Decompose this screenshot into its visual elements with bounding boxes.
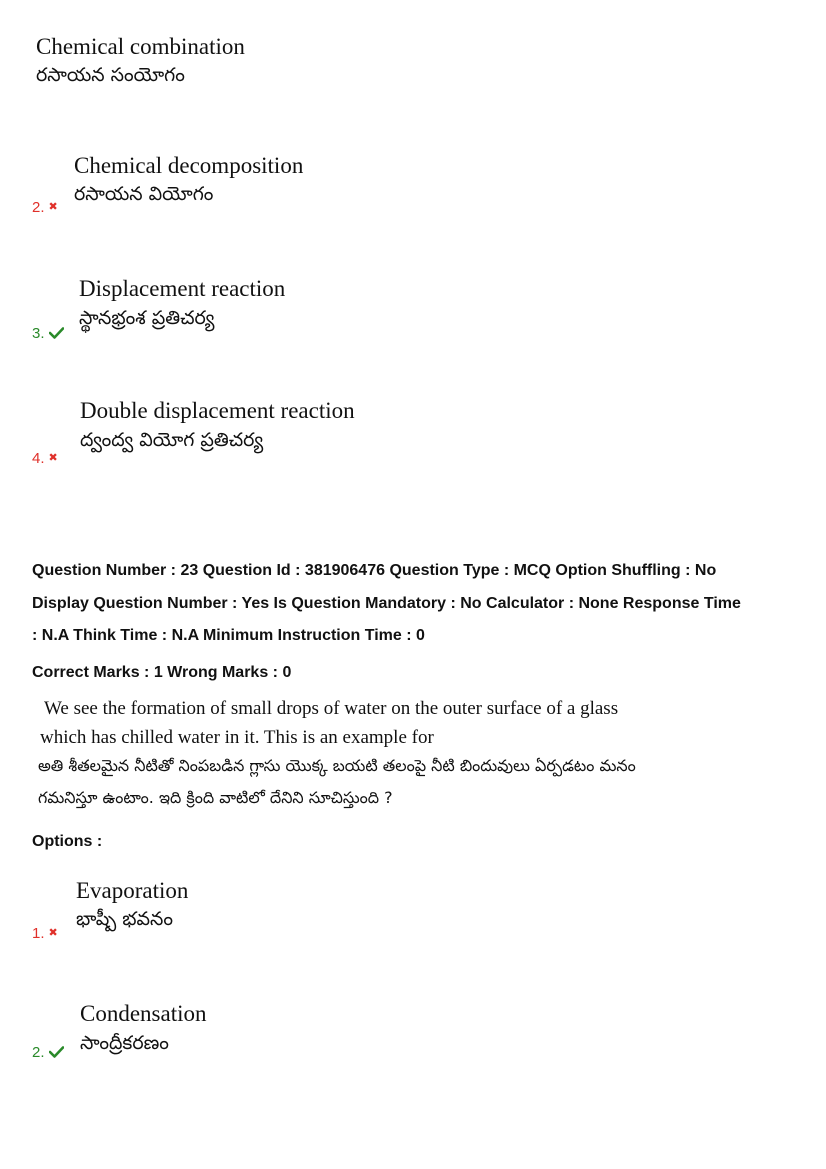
option-number: 2. — [32, 1044, 64, 1062]
cross-icon: ✖ — [48, 927, 58, 939]
option-text-te: ద్వంద్వ వియోగ ప్రతిచర్య — [80, 429, 264, 451]
option-text-te: రసాయన వియోగం — [74, 183, 214, 205]
question-text-te: గమనిస్తూ ఉంటాం. ఇది క్రింది వాటిలో దేనిని సూచిస్తుంది ? — [38, 788, 393, 807]
question-text-en: We see the formation of small drops of water on the outer surface of a glass — [44, 698, 619, 719]
question-meta-line: Display Question Number : Yes Is Question Mandatory : No Calculator : None Response Time — [32, 595, 741, 612]
question-marks: Correct Marks : 1 Wrong Marks : 0 — [32, 664, 292, 681]
checkmark-icon — [49, 327, 64, 339]
option-text-te: సాంద్రీకరణం — [80, 1032, 169, 1054]
option-text-te: రసాయన సంయోగం — [36, 64, 185, 86]
option-text-en: Chemical combination — [36, 34, 245, 59]
option-number: 3. — [32, 325, 64, 343]
option-number: 2. ✖ — [32, 199, 58, 216]
question-text-en: which has chilled water in it. This is an example for — [40, 727, 434, 748]
question-meta-line: Question Number : 23 Question Id : 381906476 Question Type : MCQ Option Shuffling : No — [32, 562, 717, 579]
options-label: Options : — [32, 833, 103, 850]
option-number: 4. ✖ — [32, 450, 58, 467]
checkmark-icon — [49, 1046, 64, 1058]
cross-icon: ✖ — [48, 201, 58, 213]
option-text-en: Displacement reaction — [79, 276, 286, 301]
question-meta-line: : N.A Think Time : N.A Minimum Instruction Time : 0 — [32, 627, 425, 644]
option-text-en: Condensation — [80, 1001, 207, 1026]
option-text-en: Double displacement reaction — [80, 398, 355, 423]
option-text-te: భాష్పీ భవనం — [76, 908, 173, 930]
option-text-en: Evaporation — [76, 878, 189, 903]
question-text-te: అతి శీతలమైన నీటితో నింపబడిన గ్లాసు యొక్క బయటి తలంపై నీటి బిందువులు ఏర్పడటం మనం — [38, 756, 636, 775]
option-number: 1. ✖ — [32, 925, 58, 942]
cross-icon: ✖ — [48, 452, 58, 464]
option-text-te: స్థానభ్రంశ ప్రతిచర్య — [79, 307, 215, 329]
option-text-en: Chemical decomposition — [74, 153, 304, 178]
